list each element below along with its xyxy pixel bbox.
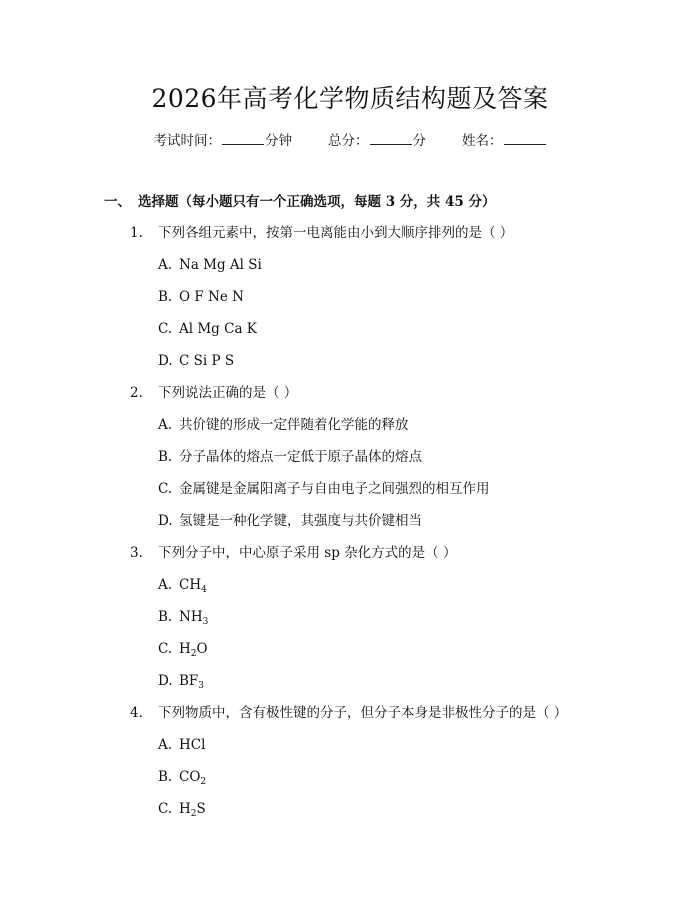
exam-time	[154, 130, 293, 151]
formula-subscript: 2	[190, 809, 197, 819]
name-blank	[504, 130, 546, 145]
option-3c	[158, 639, 208, 664]
question-text: 下列各组元素中，按第一电离能由小到大顺序排列的是（ ）	[158, 225, 514, 241]
score-blank	[370, 130, 412, 145]
question-text: 下列物质中，含有极性键的分子，但分子本身是非极性分子的是（ ）	[158, 705, 568, 721]
formula-base: NH	[179, 609, 203, 625]
question-text: 下列分子中，中心原子采用 sp 杂化方式的是（ ）	[158, 545, 457, 561]
option-text: C Si P S	[179, 353, 235, 369]
option-letter: B.	[158, 449, 173, 465]
score-unit: 分	[412, 133, 426, 149]
option-text: Al Mg Ca K	[179, 321, 257, 337]
option-letter: B.	[158, 289, 173, 305]
formula-subscript: 3	[198, 681, 205, 691]
option-1b	[158, 287, 244, 307]
time-unit: 分钟	[265, 133, 292, 149]
time-blank	[222, 130, 264, 145]
formula-tail: S	[196, 801, 206, 817]
option-1c	[158, 319, 257, 339]
option-letter: C.	[158, 321, 173, 337]
option-letter: A.	[158, 417, 173, 433]
formula-base: BF	[179, 673, 199, 689]
section-title: 选择题（每小题只有一个正确选项，每题 3 分，共 45 分）	[138, 194, 496, 210]
option-letter: D.	[158, 353, 173, 369]
section-number: 一、	[104, 194, 131, 210]
question-4	[130, 703, 567, 723]
score-label: 总分：	[328, 133, 369, 149]
question-1	[130, 223, 513, 243]
option-text: 金属键是金属阳离子与自由电子之间强烈的相互作用	[179, 481, 490, 497]
formula-base: H	[179, 641, 191, 657]
exam-meta	[0, 130, 700, 151]
student-name	[462, 130, 547, 151]
formula-base: CO	[179, 769, 201, 785]
option-letter: B.	[158, 769, 173, 785]
formula-tail: O	[196, 641, 208, 657]
option-3b	[158, 607, 208, 632]
formula-base: CH	[179, 577, 202, 593]
question-3	[130, 543, 456, 563]
question-number: 3.	[130, 545, 143, 561]
option-1a	[158, 255, 262, 275]
option-letter: A.	[158, 737, 173, 753]
formula-subscript: 4	[201, 585, 207, 595]
option-formula	[179, 639, 208, 664]
option-letter: D.	[158, 513, 173, 529]
question-number: 4.	[130, 705, 143, 721]
option-letter: C.	[158, 641, 173, 657]
option-1d	[158, 351, 234, 371]
option-4c	[158, 799, 206, 824]
option-text: 氢键是一种化学键，其强度与共价键相当	[179, 513, 422, 529]
option-letter: C.	[158, 481, 173, 497]
option-text: HCl	[179, 737, 206, 753]
formula-base: H	[179, 801, 191, 817]
option-letter: A.	[158, 257, 173, 273]
option-letter: D.	[158, 673, 173, 689]
formula-subscript: 2	[190, 649, 197, 659]
option-2c	[158, 479, 490, 499]
option-letter: A.	[158, 577, 173, 593]
option-2d	[158, 511, 422, 531]
formula-subscript: 3	[202, 617, 209, 627]
option-text: 分子晶体的熔点一定低于原子晶体的熔点	[179, 449, 422, 465]
page-title: 2026年高考化学物质结构题及答案	[151, 84, 549, 113]
question-number: 1.	[130, 225, 143, 241]
question-number: 2.	[130, 385, 143, 401]
option-formula	[179, 607, 208, 632]
option-formula	[179, 767, 206, 792]
option-text: O F Ne N	[179, 289, 244, 305]
question-2	[130, 383, 297, 403]
option-2a	[158, 415, 409, 435]
option-letter: C.	[158, 801, 173, 817]
option-formula	[179, 799, 206, 824]
option-text: 共价键的形成一定伴随着化学能的释放	[179, 417, 409, 433]
option-4a	[158, 735, 205, 755]
formula-subscript: 2	[200, 777, 207, 787]
total-score	[328, 130, 426, 151]
option-formula	[179, 575, 207, 600]
question-text: 下列说法正确的是（ ）	[158, 385, 298, 401]
option-4b	[158, 767, 206, 792]
option-2b	[158, 447, 422, 467]
section-heading	[104, 192, 495, 212]
option-formula	[179, 671, 204, 696]
option-3a	[158, 575, 207, 600]
option-letter: B.	[158, 609, 173, 625]
option-3d	[158, 671, 204, 696]
name-label: 姓名：	[462, 133, 503, 149]
option-text: Na Mg Al Si	[179, 257, 262, 273]
time-label: 考试时间：	[153, 133, 221, 149]
